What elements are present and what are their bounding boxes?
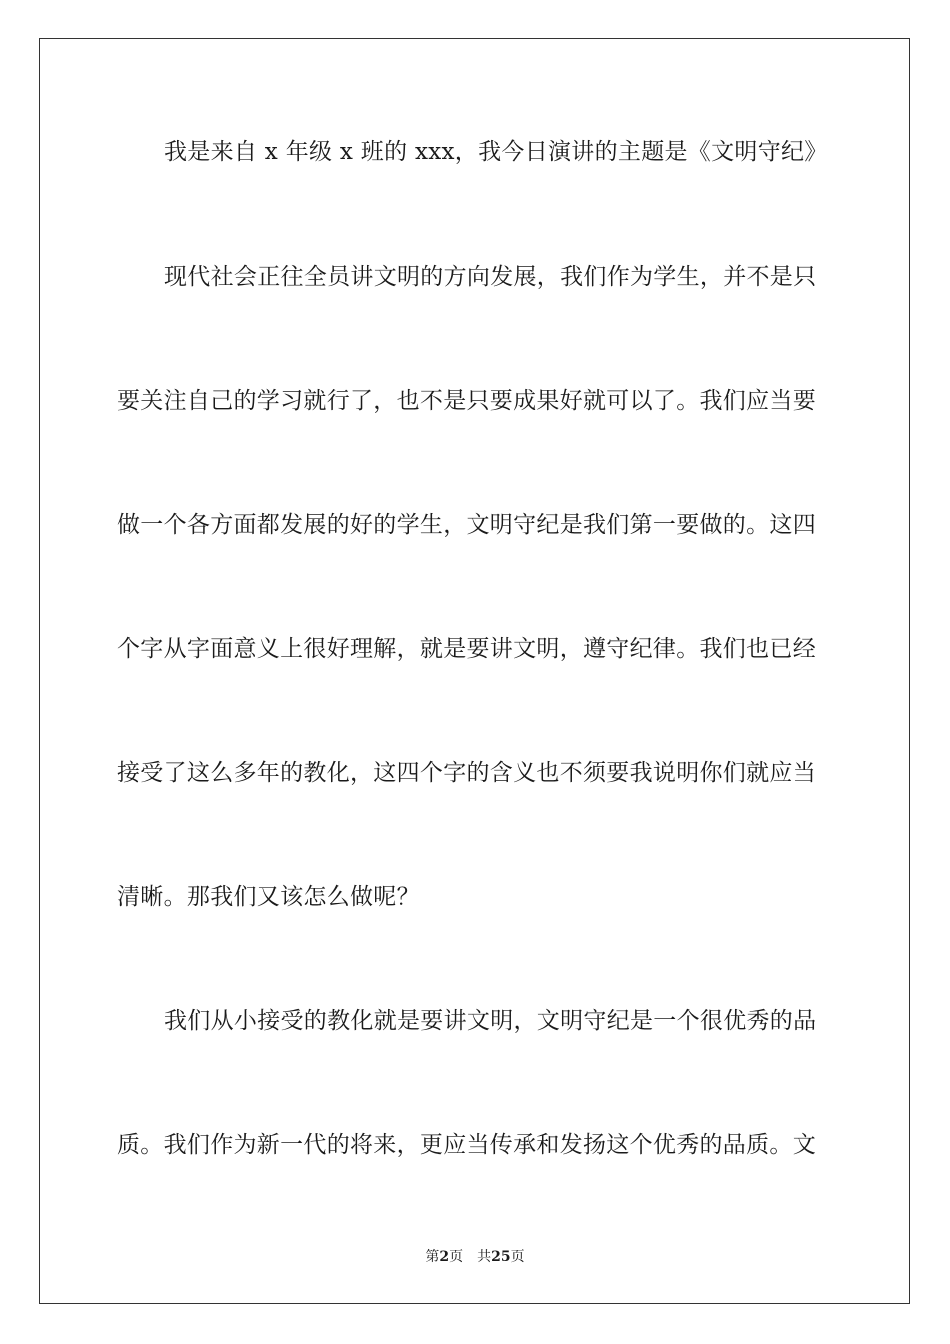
- page-prefix: 第: [425, 1249, 440, 1265]
- total-pages: 25: [491, 1249, 511, 1265]
- page-footer: [0, 1248, 950, 1266]
- total-suffix: 页: [510, 1249, 525, 1265]
- paragraph-line: 清晰。那我们又该怎么做呢？: [117, 884, 420, 910]
- page-suffix: 页: [449, 1249, 464, 1265]
- paragraph-line: 质。我们作为新一代的将来，更应当传承和发扬这个优秀的品质。文: [117, 1132, 816, 1158]
- paragraph-line: 个字从字面意义上很好理解，就是要讲文明，遵守纪律。我们也已经: [117, 636, 816, 662]
- paragraph-line: 要关注自己的学习就行了，也不是只要成果好就可以了。我们应当要: [117, 388, 816, 414]
- total-prefix: 共: [477, 1249, 492, 1265]
- paragraph-line: 我是来自 x 年级 x 班的 xxx，我今日演讲的主题是《文明守纪》: [164, 139, 828, 165]
- paragraph-line: 接受了这么多年的教化，这四个字的含义也不须要我说明你们就应当: [117, 760, 816, 786]
- page-number: 2: [439, 1249, 450, 1265]
- paragraph-line: 现代社会正往全员讲文明的方向发展，我们作为学生，并不是只: [164, 264, 817, 290]
- paragraph-line: 做一个各方面都发展的好的学生，文明守纪是我们第一要做的。这四: [117, 512, 816, 538]
- page-border: [39, 38, 910, 1304]
- paragraph-line: 我们从小接受的教化就是要讲文明，文明守纪是一个很优秀的品: [164, 1008, 817, 1034]
